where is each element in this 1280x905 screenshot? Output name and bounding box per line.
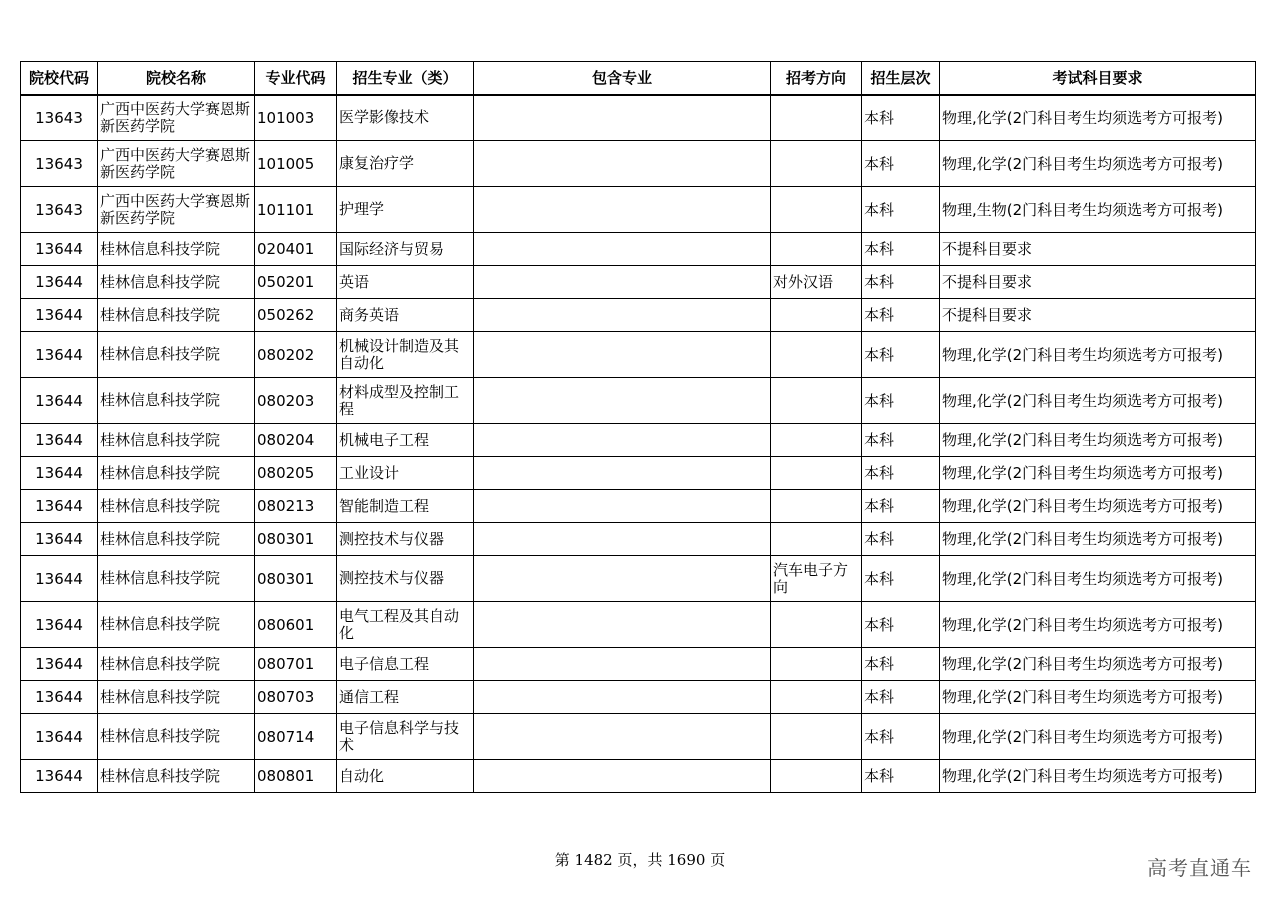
cell-subject-requirements: 物理,生物(2门科目考生均须选考方可报考)	[940, 187, 1256, 233]
cell-major: 机械设计制造及其自动化	[337, 332, 474, 378]
cell-school-code: 13644	[21, 424, 98, 457]
cell-major: 机械电子工程	[337, 424, 474, 457]
table-row	[21, 299, 1256, 332]
cell-direction	[771, 714, 862, 760]
header-school-code: 院校代码	[21, 62, 98, 95]
table-row	[21, 266, 1256, 299]
cell-major: 测控技术与仪器	[337, 523, 474, 556]
cell-subject-requirements: 物理,化学(2门科目考生均须选考方可报考)	[940, 95, 1256, 141]
cell-major-code: 020401	[255, 233, 337, 266]
cell-major: 智能制造工程	[337, 490, 474, 523]
cell-major: 工业设计	[337, 457, 474, 490]
table-row	[21, 523, 1256, 556]
cell-included-majors	[474, 266, 771, 299]
cell-school-name: 桂林信息科技学院	[98, 602, 255, 648]
cell-included-majors	[474, 332, 771, 378]
table-row	[21, 760, 1256, 793]
cell-school-code: 13644	[21, 332, 98, 378]
cell-included-majors	[474, 424, 771, 457]
cell-direction	[771, 378, 862, 424]
cell-school-code: 13643	[21, 187, 98, 233]
cell-major: 电子信息科学与技术	[337, 714, 474, 760]
cell-direction	[771, 95, 862, 141]
header-subject-requirements: 考试科目要求	[940, 62, 1256, 95]
cell-major-code: 080703	[255, 681, 337, 714]
header-direction: 招考方向	[771, 62, 862, 95]
cell-level: 本科	[862, 556, 940, 602]
cell-major: 康复治疗学	[337, 141, 474, 187]
cell-major-code: 080203	[255, 378, 337, 424]
cell-included-majors	[474, 187, 771, 233]
cell-school-code: 13644	[21, 523, 98, 556]
cell-school-code: 13644	[21, 299, 98, 332]
table-row	[21, 681, 1256, 714]
cell-school-code: 13644	[21, 490, 98, 523]
cell-direction	[771, 187, 862, 233]
cell-major-code: 080205	[255, 457, 337, 490]
cell-major: 通信工程	[337, 681, 474, 714]
cell-direction	[771, 141, 862, 187]
cell-school-name: 桂林信息科技学院	[98, 648, 255, 681]
cell-included-majors	[474, 523, 771, 556]
cell-school-code: 13644	[21, 378, 98, 424]
table-row	[21, 141, 1256, 187]
cell-major-code: 101003	[255, 95, 337, 141]
cell-level: 本科	[862, 714, 940, 760]
cell-school-code: 13644	[21, 648, 98, 681]
cell-major: 材料成型及控制工程	[337, 378, 474, 424]
cell-school-name: 桂林信息科技学院	[98, 523, 255, 556]
cell-subject-requirements: 物理,化学(2门科目考生均须选考方可报考)	[940, 141, 1256, 187]
cell-school-name: 桂林信息科技学院	[98, 714, 255, 760]
cell-school-code: 13644	[21, 602, 98, 648]
table-row	[21, 424, 1256, 457]
cell-direction	[771, 332, 862, 378]
watermark: 高考直通车	[1147, 856, 1252, 880]
cell-level: 本科	[862, 187, 940, 233]
cell-subject-requirements: 物理,化学(2门科目考生均须选考方可报考)	[940, 760, 1256, 793]
cell-major-code: 080301	[255, 556, 337, 602]
cell-included-majors	[474, 95, 771, 141]
cell-level: 本科	[862, 760, 940, 793]
cell-included-majors	[474, 457, 771, 490]
cell-subject-requirements: 物理,化学(2门科目考生均须选考方可报考)	[940, 648, 1256, 681]
cell-direction	[771, 648, 862, 681]
cell-school-code: 13644	[21, 714, 98, 760]
cell-major: 自动化	[337, 760, 474, 793]
cell-school-code: 13644	[21, 233, 98, 266]
cell-direction	[771, 760, 862, 793]
cell-level: 本科	[862, 648, 940, 681]
cell-school-code: 13644	[21, 266, 98, 299]
cell-subject-requirements: 物理,化学(2门科目考生均须选考方可报考)	[940, 490, 1256, 523]
cell-school-name: 广西中医药大学赛恩斯新医药学院	[98, 141, 255, 187]
cell-level: 本科	[862, 266, 940, 299]
cell-subject-requirements: 物理,化学(2门科目考生均须选考方可报考)	[940, 714, 1256, 760]
cell-major-code: 080213	[255, 490, 337, 523]
cell-school-name: 桂林信息科技学院	[98, 760, 255, 793]
header-included-majors: 包含专业	[474, 62, 771, 95]
page-number: 第 1482 页，共 1690 页	[554, 851, 726, 869]
cell-subject-requirements: 物理,化学(2门科目考生均须选考方可报考)	[940, 556, 1256, 602]
table-row	[21, 95, 1256, 141]
cell-major: 护理学	[337, 187, 474, 233]
header-major-code: 专业代码	[255, 62, 337, 95]
cell-school-name: 桂林信息科技学院	[98, 299, 255, 332]
admissions-table	[20, 61, 1256, 793]
cell-school-name: 桂林信息科技学院	[98, 233, 255, 266]
table-row	[21, 378, 1256, 424]
cell-school-name: 广西中医药大学赛恩斯新医药学院	[98, 187, 255, 233]
cell-major-code: 080601	[255, 602, 337, 648]
table-row	[21, 556, 1256, 602]
cell-included-majors	[474, 378, 771, 424]
cell-school-name: 桂林信息科技学院	[98, 681, 255, 714]
cell-major-code: 080204	[255, 424, 337, 457]
table-row	[21, 490, 1256, 523]
table-row	[21, 332, 1256, 378]
cell-major-code: 080714	[255, 714, 337, 760]
cell-school-code: 13643	[21, 95, 98, 141]
cell-subject-requirements: 物理,化学(2门科目考生均须选考方可报考)	[940, 332, 1256, 378]
cell-included-majors	[474, 714, 771, 760]
table-row	[21, 602, 1256, 648]
cell-major: 国际经济与贸易	[337, 233, 474, 266]
cell-direction	[771, 490, 862, 523]
cell-subject-requirements: 不提科目要求	[940, 233, 1256, 266]
header-level: 招生层次	[862, 62, 940, 95]
cell-school-code: 13644	[21, 556, 98, 602]
cell-major: 英语	[337, 266, 474, 299]
cell-school-code: 13643	[21, 141, 98, 187]
cell-direction	[771, 424, 862, 457]
cell-level: 本科	[862, 424, 940, 457]
cell-included-majors	[474, 299, 771, 332]
cell-school-code: 13644	[21, 760, 98, 793]
cell-major-code: 101101	[255, 187, 337, 233]
cell-included-majors	[474, 760, 771, 793]
cell-included-majors	[474, 602, 771, 648]
cell-direction	[771, 681, 862, 714]
cell-included-majors	[474, 681, 771, 714]
cell-level: 本科	[862, 332, 940, 378]
cell-subject-requirements: 物理,化学(2门科目考生均须选考方可报考)	[940, 378, 1256, 424]
cell-direction	[771, 299, 862, 332]
cell-subject-requirements: 物理,化学(2门科目考生均须选考方可报考)	[940, 457, 1256, 490]
cell-school-name: 桂林信息科技学院	[98, 490, 255, 523]
cell-direction	[771, 233, 862, 266]
cell-major-code: 080801	[255, 760, 337, 793]
cell-major-code: 080301	[255, 523, 337, 556]
cell-level: 本科	[862, 141, 940, 187]
cell-level: 本科	[862, 490, 940, 523]
cell-level: 本科	[862, 299, 940, 332]
cell-school-name: 桂林信息科技学院	[98, 332, 255, 378]
cell-level: 本科	[862, 95, 940, 141]
cell-school-name: 桂林信息科技学院	[98, 457, 255, 490]
cell-school-code: 13644	[21, 457, 98, 490]
cell-level: 本科	[862, 523, 940, 556]
cell-school-name: 桂林信息科技学院	[98, 378, 255, 424]
cell-included-majors	[474, 233, 771, 266]
cell-level: 本科	[862, 681, 940, 714]
cell-school-name: 广西中医药大学赛恩斯新医药学院	[98, 95, 255, 141]
table-body	[21, 95, 1256, 793]
cell-level: 本科	[862, 602, 940, 648]
cell-school-name: 桂林信息科技学院	[98, 424, 255, 457]
cell-major-code: 080701	[255, 648, 337, 681]
cell-major-code: 050201	[255, 266, 337, 299]
cell-major: 商务英语	[337, 299, 474, 332]
header-major: 招生专业（类）	[337, 62, 474, 95]
header-school-name: 院校名称	[98, 62, 255, 95]
table-row	[21, 233, 1256, 266]
cell-subject-requirements: 物理,化学(2门科目考生均须选考方可报考)	[940, 681, 1256, 714]
cell-major-code: 050262	[255, 299, 337, 332]
cell-included-majors	[474, 556, 771, 602]
cell-major-code: 080202	[255, 332, 337, 378]
cell-included-majors	[474, 648, 771, 681]
cell-major: 电子信息工程	[337, 648, 474, 681]
cell-level: 本科	[862, 233, 940, 266]
cell-direction	[771, 457, 862, 490]
cell-included-majors	[474, 490, 771, 523]
cell-school-name: 桂林信息科技学院	[98, 556, 255, 602]
cell-school-name: 桂林信息科技学院	[98, 266, 255, 299]
cell-direction	[771, 602, 862, 648]
cell-level: 本科	[862, 378, 940, 424]
cell-school-code: 13644	[21, 681, 98, 714]
header-row	[21, 62, 1256, 95]
cell-major: 电气工程及其自动化	[337, 602, 474, 648]
cell-major-code: 101005	[255, 141, 337, 187]
cell-direction	[771, 523, 862, 556]
table-row	[21, 714, 1256, 760]
cell-subject-requirements: 不提科目要求	[940, 299, 1256, 332]
cell-subject-requirements: 物理,化学(2门科目考生均须选考方可报考)	[940, 424, 1256, 457]
cell-subject-requirements: 物理,化学(2门科目考生均须选考方可报考)	[940, 602, 1256, 648]
cell-major: 测控技术与仪器	[337, 556, 474, 602]
table-row	[21, 457, 1256, 490]
cell-level: 本科	[862, 457, 940, 490]
cell-direction: 汽车电子方向	[771, 556, 862, 602]
cell-included-majors	[474, 141, 771, 187]
cell-direction: 对外汉语	[771, 266, 862, 299]
cell-major: 医学影像技术	[337, 95, 474, 141]
table-row	[21, 648, 1256, 681]
table-row	[21, 187, 1256, 233]
cell-subject-requirements: 不提科目要求	[940, 266, 1256, 299]
cell-subject-requirements: 物理,化学(2门科目考生均须选考方可报考)	[940, 523, 1256, 556]
